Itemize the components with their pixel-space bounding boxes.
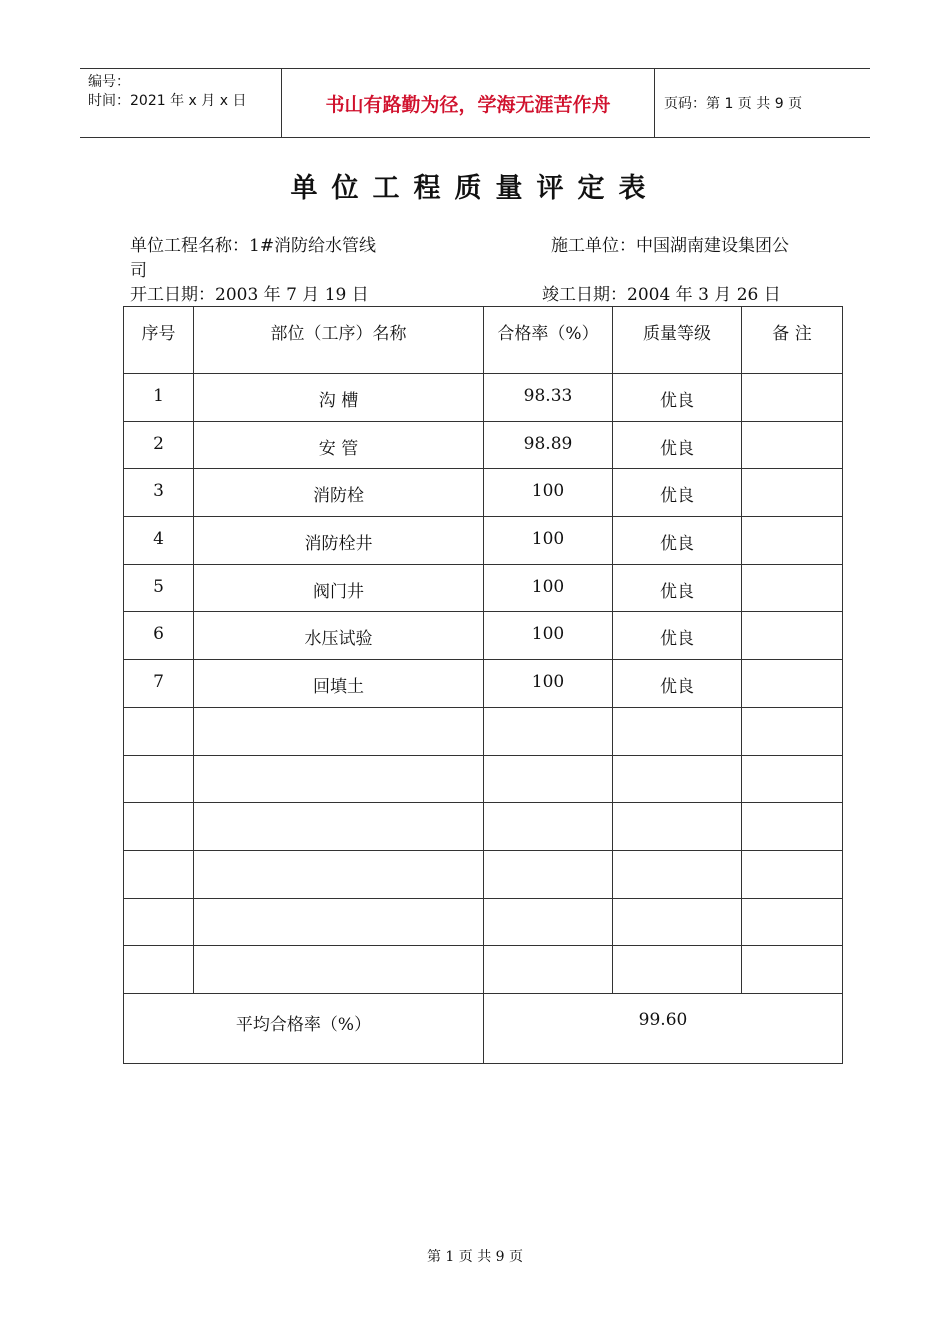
table-row: [124, 469, 843, 517]
part-cell: 安 管: [194, 421, 484, 469]
header-meta: [80, 69, 280, 137]
remark-cell: [742, 850, 843, 898]
index-cell: 6: [124, 612, 194, 660]
rate-cell: 100: [484, 564, 613, 612]
rate-cell: 100: [484, 517, 613, 565]
part-cell: 水压试验: [194, 612, 484, 660]
rate-cell: [484, 898, 613, 946]
remark-cell: [742, 898, 843, 946]
rate-cell: 98.33: [484, 374, 613, 422]
remark-cell: [742, 803, 843, 851]
index-cell: 3: [124, 469, 194, 517]
header-motto: 书山有路勤为径，学海无涯苦作舟: [281, 69, 655, 137]
remark-cell: [742, 374, 843, 422]
table-row: [124, 517, 843, 565]
part-cell: [194, 755, 484, 803]
rate-cell: [484, 707, 613, 755]
rate-cell: 100: [484, 612, 613, 660]
index-cell: 4: [124, 517, 194, 565]
grade-cell: [613, 850, 742, 898]
remark-cell: [742, 517, 843, 565]
header-page-info: 页码：第 1 页 共 9 页: [664, 96, 803, 112]
header-cell-rate: 合格率（%）: [484, 307, 613, 374]
grade-cell: [613, 803, 742, 851]
number-label: 编号：: [88, 74, 130, 90]
grade-cell: 优良: [613, 374, 742, 422]
rate-cell: 100: [484, 469, 613, 517]
part-cell: 沟 槽: [194, 374, 484, 422]
end-date: 竣工日期：2004 年 3 月 26 日: [542, 285, 781, 305]
remark-cell: [742, 707, 843, 755]
index-cell: [124, 850, 194, 898]
index-cell: 1: [124, 374, 194, 422]
rate-cell: 98.89: [484, 421, 613, 469]
header-cell-index: 序号: [124, 307, 194, 374]
average-label: 平均合格率（%）: [124, 993, 484, 1063]
document-header: [80, 68, 870, 138]
grade-cell: 优良: [613, 421, 742, 469]
part-cell: 阀门井: [194, 564, 484, 612]
index-cell: 2: [124, 421, 194, 469]
part-cell: 回填土: [194, 660, 484, 708]
part-cell: [194, 707, 484, 755]
remark-cell: [742, 469, 843, 517]
rate-cell: 100: [484, 660, 613, 708]
index-cell: [124, 803, 194, 851]
index-cell: 5: [124, 564, 194, 612]
table-row: [124, 898, 843, 946]
project-name-wrap: 司: [130, 261, 147, 281]
table-body: [124, 307, 843, 1064]
remark-cell: [742, 564, 843, 612]
table-row: [124, 421, 843, 469]
rate-cell: [484, 946, 613, 994]
table-row: [124, 564, 843, 612]
grade-cell: [613, 946, 742, 994]
grade-cell: 优良: [613, 517, 742, 565]
index-cell: [124, 946, 194, 994]
header-cell-remark: 备 注: [742, 307, 843, 374]
page-footer: 第 1 页 共 9 页: [426, 1249, 524, 1265]
table-row: [124, 374, 843, 422]
time-label: 时间：2021 年 x 月 x 日: [88, 93, 247, 109]
table-row: [124, 755, 843, 803]
project-name: 单位工程名称：1#消防给水管线: [130, 236, 377, 256]
part-cell: [194, 946, 484, 994]
table-row: [124, 707, 843, 755]
average-row: [124, 993, 843, 1063]
table-header-row: [124, 307, 843, 374]
header-cell-part: 部位（工序）名称: [194, 307, 484, 374]
contractor: 施工单位：中国湖南建设集团公: [551, 236, 789, 256]
part-cell: [194, 803, 484, 851]
part-cell: [194, 898, 484, 946]
remark-cell: [742, 755, 843, 803]
average-value: 99.60: [484, 993, 843, 1063]
table-row: [124, 803, 843, 851]
remark-cell: [742, 946, 843, 994]
index-cell: [124, 898, 194, 946]
index-cell: 7: [124, 660, 194, 708]
table-row: [124, 612, 843, 660]
grade-cell: 优良: [613, 660, 742, 708]
evaluation-table: [123, 306, 843, 1064]
part-cell: 消防栓: [194, 469, 484, 517]
part-cell: [194, 850, 484, 898]
remark-cell: [742, 421, 843, 469]
rate-cell: [484, 755, 613, 803]
table-row: [124, 946, 843, 994]
index-cell: [124, 707, 194, 755]
table-row: [124, 660, 843, 708]
start-date: 开工日期：2003 年 7 月 19 日: [130, 285, 369, 305]
header-cell-grade: 质量等级: [613, 307, 742, 374]
grade-cell: [613, 898, 742, 946]
page-title: 单位工程质量评定表: [290, 173, 660, 204]
remark-cell: [742, 612, 843, 660]
index-cell: [124, 755, 194, 803]
grade-cell: 优良: [613, 469, 742, 517]
remark-cell: [742, 660, 843, 708]
rate-cell: [484, 803, 613, 851]
table-row: [124, 850, 843, 898]
part-cell: 消防栓井: [194, 517, 484, 565]
grade-cell: 优良: [613, 564, 742, 612]
grade-cell: [613, 755, 742, 803]
rate-cell: [484, 850, 613, 898]
grade-cell: 优良: [613, 612, 742, 660]
grade-cell: [613, 707, 742, 755]
